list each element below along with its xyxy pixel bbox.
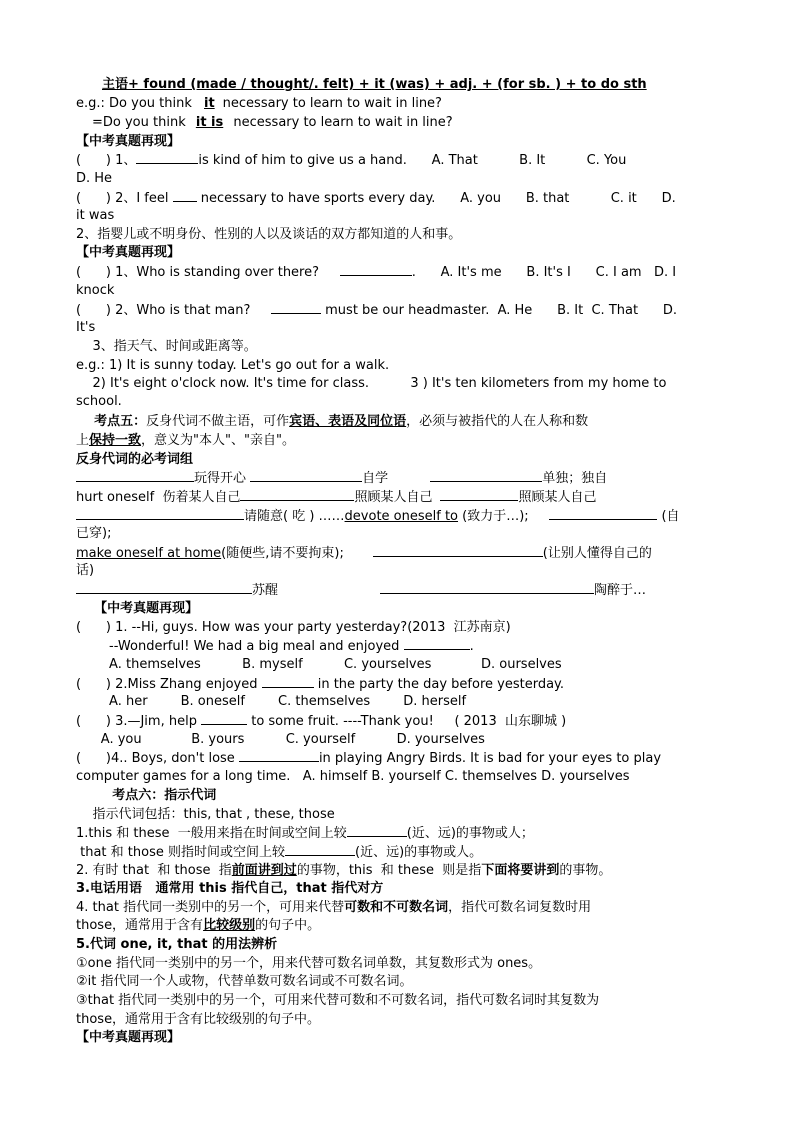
rule-line (76, 862, 720, 880)
key-point-five-cont (76, 432, 720, 450)
text-run: 下面将要讲到 (481, 863, 560, 878)
text-run: 照顾某人自己 (518, 490, 597, 505)
text-run: ( ) 1. --Hi, guys. How was your party yesterday?(2013 江苏南京) (76, 620, 511, 635)
answer-blank (271, 301, 321, 314)
text-run: 已穿); (76, 526, 112, 541)
text-run: 1.this 和 these 一般用来指在时间或空间上较 (76, 826, 347, 841)
text-run: 3、指天气、时间或距离等。 (76, 339, 257, 354)
formula-heading (102, 76, 746, 94)
example-line (92, 114, 736, 132)
text-run: 上 (76, 433, 90, 448)
answer-blank (76, 469, 194, 482)
key-point-six (76, 787, 720, 805)
answer-blank (136, 151, 198, 164)
rule-line (76, 338, 720, 356)
text-run: 的事物，this 和 these 则是指 (296, 863, 482, 878)
text-run: 照顾某人自己 (354, 490, 433, 505)
question-line (76, 768, 720, 786)
text-run: 比较级别 (203, 918, 256, 933)
text-run: those，通常用于含有 (76, 918, 204, 933)
text-run: 5.代词 one, it, that 的用法辨析 (76, 937, 278, 952)
text-run: 2、指婴儿或不明身份、性别的人以及谈话的双方都知道的人和事。 (76, 227, 462, 242)
text-run: it (204, 96, 215, 111)
phrase-line (76, 488, 720, 507)
text-run: (近、远)的事物或人； (406, 826, 534, 841)
question-line (76, 151, 720, 170)
text-run: 可数和不可数名词 (344, 900, 449, 915)
phrase-heading (76, 451, 720, 469)
text-run: devote oneself to (344, 509, 459, 524)
text-run: 前面讲到过 (231, 863, 297, 878)
rule-line (76, 806, 720, 824)
question-line (76, 619, 720, 637)
rule-line (76, 226, 720, 244)
text-run: 指示代词包括：this, that , these, those (76, 807, 335, 822)
text-run: ( ) 1、 (76, 153, 137, 168)
example-line (76, 393, 720, 411)
text-run: ，必须与被指代的人在人称和数 (406, 414, 589, 429)
answer-blank (239, 749, 319, 762)
text-run: 3.电话用语 通常用 this 指代自己，that 指代对方 (76, 881, 384, 896)
rule-line (76, 899, 720, 917)
answer-blank (76, 507, 244, 520)
text-run: D. He (76, 171, 113, 186)
phrase-line (76, 562, 720, 580)
text-run: 的句子中。 (255, 918, 321, 933)
text-run: 陶醉于… (594, 583, 647, 598)
text-run: must be our headmaster. A. He B. It C. That D. (321, 303, 678, 318)
section-heading (76, 1029, 720, 1047)
answer-blank (340, 263, 412, 276)
rule-heading (76, 936, 720, 954)
section-heading (76, 244, 720, 262)
text-run: 的事物。 (559, 863, 612, 878)
key-point-five (76, 413, 720, 431)
text-run: ( ) 1、Who is standing over there? (76, 265, 340, 280)
answer-blank (380, 581, 594, 594)
rule-line (76, 1011, 720, 1029)
text-run: 主语+ found (made / thought/. felt) + it (was) + adj. + (for sb. ) + to do sth (102, 77, 647, 92)
text-run: it is (195, 115, 224, 130)
example-line (76, 95, 720, 113)
text-run: hurt oneself 伤着某人自己 (76, 490, 241, 505)
text-run: necessary to learn to wait in line? (233, 115, 453, 130)
text-run: ( ) 2.Miss Zhang enjoyed (76, 677, 262, 692)
question-line (76, 263, 720, 282)
text-run: 玩得开心 (194, 471, 251, 486)
text-run: ( )4.. Boys, don't lose (76, 751, 239, 766)
answer-blank (240, 488, 354, 501)
rule-line (76, 992, 720, 1010)
text-run: 单独；独自 (542, 471, 608, 486)
text-run: is kind of him to give us a hand. A. That B. It C. You (198, 153, 627, 168)
text-run: that 和 those 则指时间或空间上较 (76, 845, 285, 860)
text-run: ( ) 2、Who is that man? (76, 303, 272, 318)
text-run: make oneself at home (76, 546, 222, 561)
rule-line (76, 973, 720, 991)
text-run: (近、远)的事物或人。 (355, 845, 483, 860)
text-run: (自 (657, 509, 680, 524)
text-run: 【中考真题再现】 (76, 134, 181, 149)
text-run: in the party the day before yesterday. (313, 677, 565, 692)
text-run: It's (76, 320, 96, 335)
text-run: A. themselves B. myself C. yourselves D. ourselves (76, 657, 562, 672)
text-run: school. (76, 394, 122, 409)
text-run: e.g.: Do you think (76, 96, 196, 111)
answer-blank (173, 189, 197, 202)
text-run: necessary to have sports every day. A. you B. that C. it D. (196, 191, 676, 206)
answer-blank (430, 469, 542, 482)
text-run: (让别人懂得自己的 (542, 546, 652, 561)
section-heading (76, 600, 720, 618)
text-run: 【中考真题再现】 (76, 245, 181, 260)
text-run: ( ) 2、I feel (76, 191, 173, 206)
text-run: 话) (76, 563, 95, 578)
phrase-line (76, 469, 720, 488)
rule-line (76, 917, 720, 935)
question-line (76, 189, 720, 208)
phrase-line (76, 544, 720, 563)
options-line (76, 731, 720, 749)
options-line (76, 656, 720, 674)
text-run: ，意义为"本人"、"亲自"。 (141, 433, 295, 448)
text-run: (致力于…); (458, 509, 550, 524)
example-line (76, 375, 720, 393)
text-run: 宾语、表语及同位语 (289, 414, 407, 429)
phrase-line (76, 525, 720, 543)
text-run: knock (76, 283, 115, 298)
text-run: those，通常用于含有比较级别的句子中。 (76, 1012, 321, 1027)
answer-blank (373, 544, 543, 557)
question-line (76, 170, 720, 188)
text-run: e.g.: 1) It is sunny today. Let's go out for a walk. (76, 358, 390, 373)
question-line (76, 637, 720, 656)
answer-blank (440, 488, 518, 501)
text-run: in playing Angry Birds. It is bad for your eyes to play (318, 751, 662, 766)
text-run: A. you B. yours C. yourself D. yourselves (76, 732, 485, 747)
answer-blank (347, 824, 407, 837)
answer-blank (549, 507, 657, 520)
text-run: 保持一致 (89, 433, 142, 448)
text-run: (随便些,请不要拘束); (221, 546, 373, 561)
text-run: 请随意( 吃 ) …… (244, 509, 345, 524)
text-run: 反身代词不做主语，可作 (146, 414, 290, 429)
text-run: 苏醒 (252, 583, 279, 598)
text-run: 4. that 指代同一类别中的另一个，可用来代替 (76, 900, 345, 915)
text-run: ③that 指代同一类别中的另一个，可用来代替可数和不可数名词，指代可数名词时其复数为 (76, 993, 600, 1008)
rule-line (76, 824, 720, 843)
answer-blank (76, 581, 252, 594)
question-line (76, 282, 720, 300)
answer-blank (250, 469, 362, 482)
question-line (76, 749, 720, 768)
text-run: 自学 (362, 471, 393, 486)
rule-line (76, 843, 720, 862)
text-run: 考点六：指示代词 (76, 788, 217, 803)
text-run: ①one 指代同一类别中的另一个，用来代替可数名词单数，其复数形式为 ones。 (76, 956, 542, 971)
phrase-line (76, 507, 720, 526)
text-run: --Wonderful! We had a big meal and enjoyed (76, 639, 404, 654)
answer-blank (404, 637, 470, 650)
text-run: 【中考真题再现】 (76, 601, 199, 616)
text-run: 反身代词的必考词组 (76, 452, 194, 467)
question-line (76, 207, 720, 225)
text-run: . (469, 639, 474, 654)
answer-blank (262, 675, 314, 688)
question-line (76, 712, 720, 731)
text-run: ②it 指代同一个人或物，代替单数可数名词或不可数名词。 (76, 974, 413, 989)
text-run: computer games for a long time. A. himself B. yourself C. themselves D. yourselves (76, 769, 630, 784)
question-line (76, 301, 720, 320)
text-run: ，指代可数名词复数时用 (448, 900, 592, 915)
question-line (76, 675, 720, 694)
text-run: to some fruit. ----Thank you! ( 2013 山东聊城 ) (247, 714, 567, 729)
text-run: 2. 有时 that 和 those 指 (76, 863, 232, 878)
text-run: it was (76, 208, 115, 223)
rule-line (76, 880, 720, 898)
text-run: necessary to learn to wait in line? (222, 96, 442, 111)
example-line (76, 357, 720, 375)
text-run: =Do you think (92, 115, 190, 130)
text-run: A. her B. oneself C. themselves D. herself (76, 694, 467, 709)
options-line (76, 693, 720, 711)
phrase-line (76, 581, 720, 600)
text-run: . A. It's me B. It's I C. I am D. I (411, 265, 677, 280)
answer-blank (285, 843, 355, 856)
answer-blank (201, 712, 247, 725)
text-run: 考点五： (76, 414, 147, 429)
text-run: ( ) 3.—Jim, help (76, 714, 202, 729)
text-run: 【中考真题再现】 (76, 1030, 181, 1045)
question-line (76, 319, 720, 337)
rule-line (76, 955, 720, 973)
text-run: 2) It's eight o'clock now. It's time for class. 3 ) It's ten kilometers from my home to (76, 376, 667, 391)
section-heading (76, 133, 720, 151)
